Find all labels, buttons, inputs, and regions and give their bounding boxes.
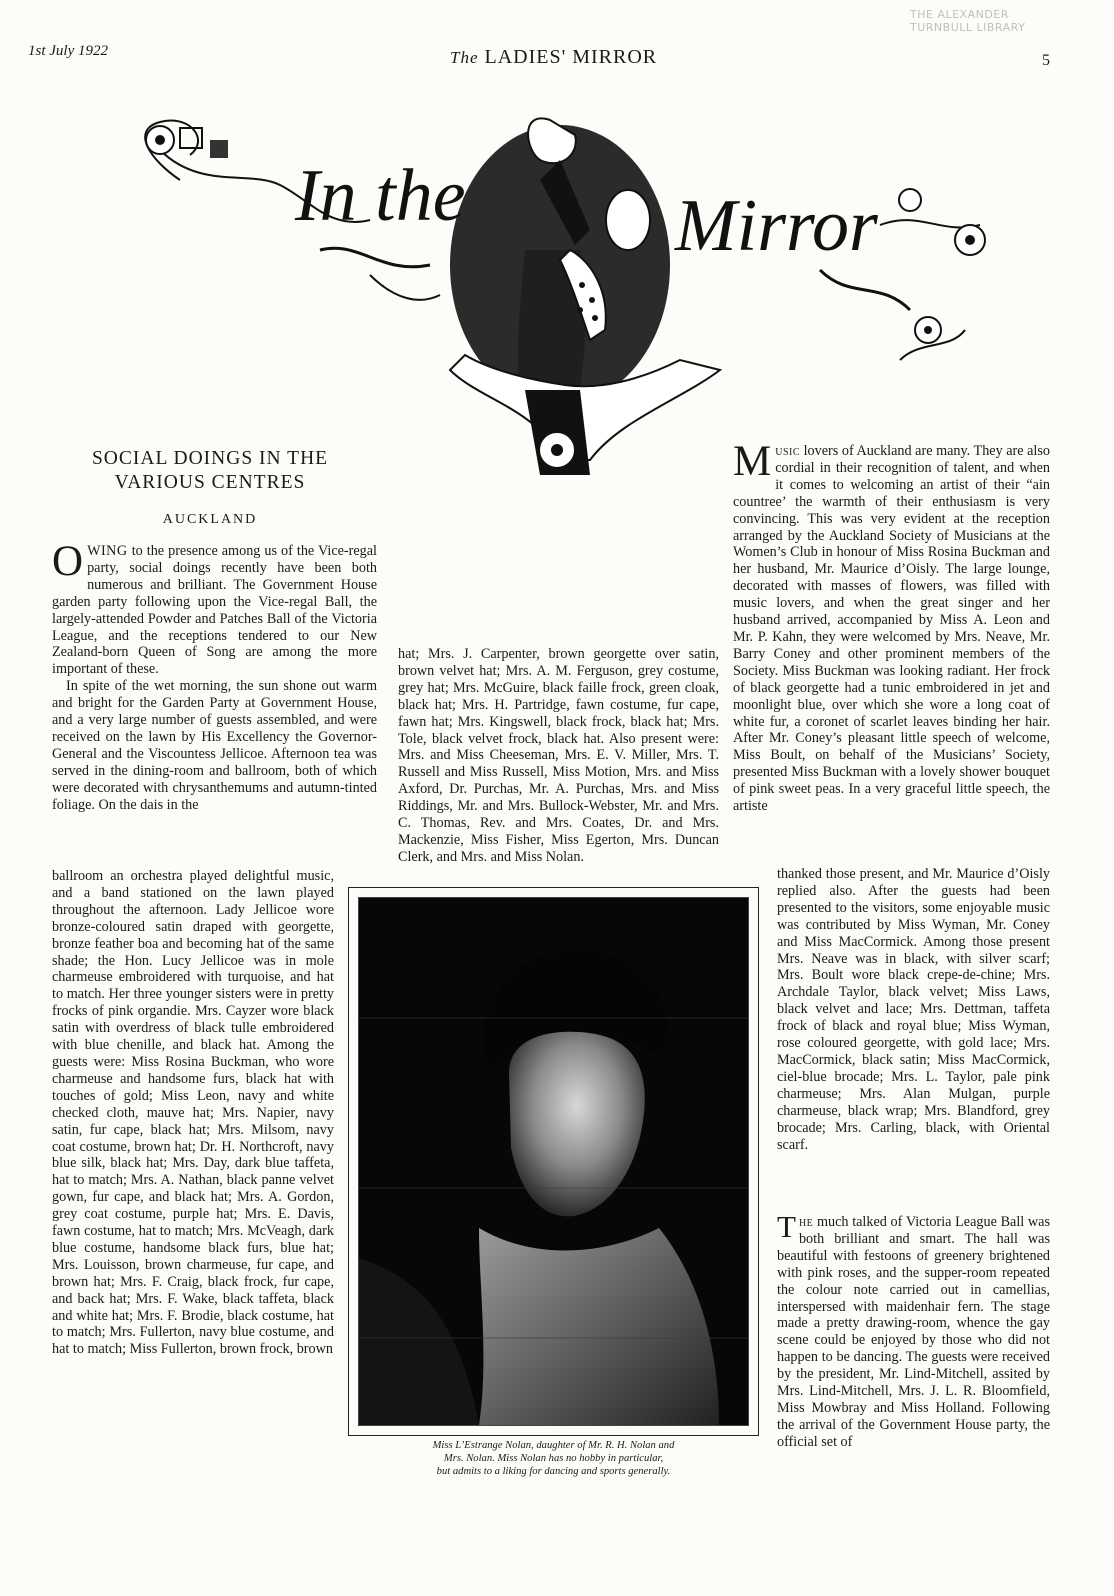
article-paragraph [733, 438, 1050, 815]
title-banner-illustration [120, 100, 1000, 490]
magazine-title-the: The [450, 48, 479, 67]
banner-title-left: In the [295, 155, 466, 237]
column-3-middle [777, 866, 1050, 1153]
column-3-lower [777, 1209, 1050, 1451]
right-flower-cluster [899, 189, 985, 343]
photo-caption-line1: Miss L’Estrange Nolan, daughter of Mr. R. H. Nolan and [432, 1440, 675, 1451]
drop-cap: O [52, 538, 84, 585]
library-stamp-line1: THE ALEXANDER [910, 8, 1009, 21]
photo-caption [366, 1440, 741, 1478]
article-paragraph [52, 538, 377, 678]
issue-date: 1st July 1922 [28, 43, 108, 59]
portrait-photo-frame [348, 887, 759, 1436]
paragraph-text: to the presence among us of the Vice-regal party, social doings recently have been both numerous and brilliant. The Government House garden party following upon the Vice-regal Ball, the largely-attended Powder and Patches Ball of the Victoria League, and the receptions tendered to our New Zealand-born Queen of Song are among the more important of these. [52, 543, 377, 678]
section-heading-line2: VARIOUS CENTRES [114, 472, 306, 493]
hand-mirror [606, 190, 650, 250]
column-1-lower [52, 868, 334, 1358]
paragraph-text: lovers of Auckland are many. They are also cordial in their recognition of talent, and when it comes to welcoming an artist of their “ain countree’ the warmth of their enthusiasm is very convincing. This was very evident at the reception arranged by the Auckland Society of Musicians at the Women’s Club in honour of Miss Rosina Buckman and her husband, Mr. Maurice d’Oisly. The large lounge, decorated with masses of flowers, was filled with music lovers, and when the great singer and her husband arrived, accompanied by Miss A. Leon and Mr. P. Kahn, they were welcomed by Mrs. Neave, Mr. Barry Coney and other prominent members of the Society. Miss Buckman was looking radiant. Her frock of black georgette had a tunic embroidered in jet and moonlight blue, over which she wore a long coat of white fur, a coronet of scarlet leaves binding her hair. After Mr. Coney’s pleasant little speech of welcome, Miss Boult, on behalf of the Musicians’ Society, presented Miss Buckman with a lovely shower bouquet of pink sweet peas. In a very graceful little speech, the artiste [733, 443, 1050, 815]
photo-caption-line2: Mrs. Nolan. Miss Nolan has no hobby in particular, [443, 1452, 664, 1464]
column-3-upper [733, 438, 1050, 815]
article-paragraph [777, 1209, 1050, 1451]
drop-cap: M [733, 438, 772, 485]
left-flower-cluster [146, 126, 228, 158]
section-heading [60, 447, 360, 495]
column-1-upper [52, 538, 377, 814]
article-paragraph-continued: thanked those present, and Mr. Maurice d’Oisly replied also. After the guests had been presented to the visitors, some enjoyable music was contributed by Miss Wyman, Mr. Coney and Miss MacCormick. Among those present Mrs. Neave was in black, with silver scarf; Mrs. Boult wore black crepe-de-chine; Mrs. Archdale Taylor, black velvet; Miss Laws, black velvet and lace; Mrs. Dettman, taffeta frock of black and royal blue; Miss Wyman, rose coloured georgette, with gold lace; Mrs. MacCormick, black satin; Miss MacCormick, ciel-blue brocade; Mrs. L. Taylor, pale pink charmeuse; Mrs. Alan Mulgan, purple charmeuse, black wrap; Mrs. Blandford, grey brocade; Mrs. Carling, black, with Oriental scarf. [777, 866, 1050, 1153]
portrait-photo [358, 897, 749, 1426]
library-stamp-line2: TURNBULL LIBRARY [910, 21, 1026, 34]
article-paragraph: hat; Mrs. J. Carpenter, brown georgette over satin, brown velvet hat; Mrs. A. M. Ferguson, grey costume, grey hat; Mrs. McGuire, black faille frock, green cloak, black hat; Mrs. H. Partridge, fawn costume, fur cape, fawn hat; Mrs. Kingswell, black frock, black hat; Mrs. Tole, black velvet frock, black hat. Also present were: Mrs. and Miss Cheeseman, Mrs. E. V. Miller, Mrs. T. Russell and Miss Russell, Miss Motion, Mrs. and Miss Axford, Dr. Purchas, Mr. A. Purchas, Mrs. and Miss Riddings, Mr. and Mrs. Bullock-Webster, Mr. and Mrs. C. Thomas, Rev. and Mrs. Coates, Dr. and Mrs. Mackenzie, Miss Fisher, Miss Egerton, Mrs. Duncan Clerk, and Mrs. and Miss Nolan. [398, 646, 719, 865]
lead-word: he [798, 1214, 814, 1230]
column-2 [398, 646, 719, 866]
page-number: 5 [1042, 52, 1050, 69]
banner-title-right: Mirror [675, 185, 878, 267]
portrait-illustration [359, 898, 748, 1425]
lead-word: WING [87, 543, 128, 559]
magazine-title [450, 46, 657, 69]
paragraph-text: much talked of Victoria League Ball was both brilliant and smart. The hall was beautiful with festoons of greenery brightened with pink roses, and the supper-room repeated the colour note carried out in camellias, interspersed with maidenhair fern. The stage made a pretty drawing-room, whence the gay scene could be enjoyed by those who did not happen to be dancing. The guests were received by the president, Mr. Lind-Mitchell, assited by Mrs. Lind-Mitchell, Mrs. J. L. R. Bloomfield, Miss Mowbray and Miss Holland. Following the arrival of the Government House party, the official set of [777, 1214, 1050, 1450]
magazine-title-main: LADIES' MIRROR [484, 46, 658, 68]
section-heading-line1: SOCIAL DOINGS IN THE [91, 448, 329, 469]
photo-caption-line3: but admits to a liking for dancing and sports generally. [436, 1465, 671, 1477]
lead-word: usic [775, 443, 801, 459]
article-paragraph-continued: ballroom an orchestra played delightful music, and a band stationed on the lawn played throughout the afternoon. Lady Jellicoe wore bronze-coloured satin draped with georgette, bronze feather boa and becoming hat of the same shade; the Hon. Lucy Jellicoe was in mole charmeuse embroidered with turquoise, and hat to match. Her three younger sisters were in pretty frocks of pink organdie. Mrs. Cayzer wore black satin with overdress of black tulle embroidered with blue chenille, and black hat. Among the guests were: Miss Rosina Buckman, who wore charmeuse and handsome furs, black hat with touches of gold; Miss Leon, navy and white checked cloth, mauve hat; Mrs. Napier, navy satin, fur cape, black hat; Mrs. Milsom, navy coat costume, brown hat; Dr. H. Northcroft, navy blue silk, black hat; Mrs. Day, dark blue taffeta, hat to match; Mrs. A. Nathan, black panne velvet gown, fur cape, and black hat; Mrs. A. Gordon, grey coat costume, purple hat; Mrs. E. Davis, fawn costume, hat to match; Mrs. McVeagh, dark blue costume, handsome black furs, blue hat; Mrs. Louisson, brown charmeuse, fur cape, and brown hat; Mrs. F. Craig, black frock, fur cape, and back hat; Mrs. F. Wake, black taffeta, black and white hat; Mrs. F. Brodie, black costume, hat to match; Mrs. Fullerton, navy blue costume, and hat to match; Miss Fullerton, brown frock, brown [52, 868, 334, 1358]
drop-cap: T [777, 1209, 796, 1244]
article-paragraph: In spite of the wet morning, the sun shone out warm and bright for the Garden Party at Government House, and a very large number of guests assembled, and were received on the lawn by His Excellency the Governor-General and the Viscountess Jellicoe. Afternoon tea was served in the dining-room and ballroom, both of which were decorated with chrysanthemums and autumn-tinted foliage. On the dais in the [52, 678, 377, 813]
library-stamp [910, 8, 1025, 34]
section-subheading: AUCKLAND [162, 512, 258, 527]
